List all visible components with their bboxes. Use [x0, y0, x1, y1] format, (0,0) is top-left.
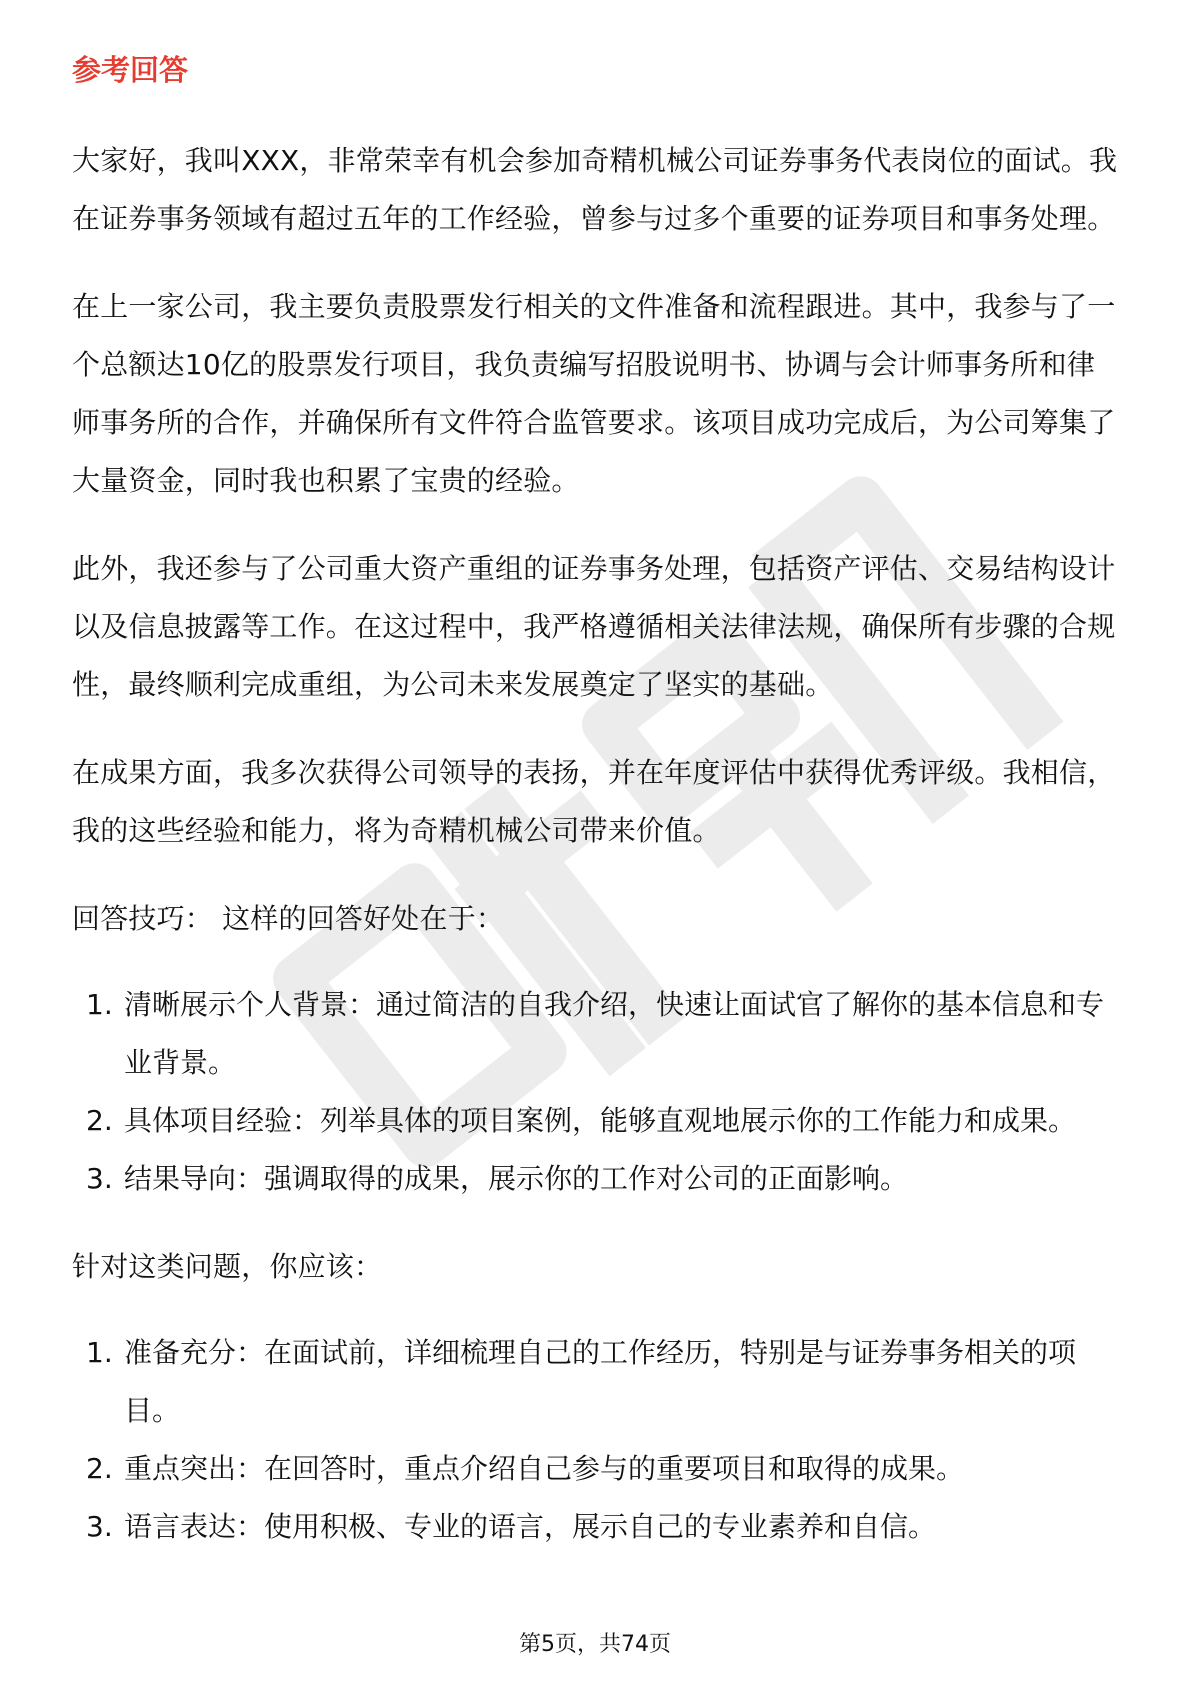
- list-number: 1.: [86, 1336, 113, 1369]
- list-item-text: 重点突出：在回答时，重点介绍自己参与的重要项目和取得的成果。: [124, 1452, 965, 1485]
- list-item-text: 具体项目经验：列举具体的项目案例，能够直观地展示你的工作能力和成果。: [124, 1104, 1077, 1137]
- content-area: [72, 48, 1120, 1586]
- list-number: 3.: [86, 1510, 113, 1543]
- list-item: [72, 976, 1120, 1092]
- list-number: 2.: [86, 1104, 113, 1137]
- list-item-text: 语言表达：使用积极、专业的语言，展示自己的专业素养和自信。: [124, 1510, 937, 1543]
- list-item: [72, 1150, 1120, 1208]
- list-item: [72, 1498, 1120, 1556]
- tips-intro: 回答技巧： 这样的回答好处在于：: [72, 902, 505, 935]
- answer-paragraph-3: 此外，我还参与了公司重大资产重组的证券事务处理，包括资产评估、交易结构设计以及信息披露等工作。在这过程中，我严格遵循相关法律法规，确保所有步骤的合规性，最终顺利完成重组，为公司未来发展奠定了坚实的基础。: [72, 552, 1116, 701]
- list-item: [72, 1092, 1120, 1150]
- advice-intro: 针对这类问题，你应该：: [72, 1250, 383, 1283]
- section-heading: 参考回答: [72, 53, 189, 87]
- advice-list: [72, 1324, 1120, 1556]
- list-item: [72, 1440, 1120, 1498]
- list-number: 1.: [86, 988, 113, 1021]
- answer-paragraph-4: 在成果方面，我多次获得公司领导的表扬，并在年度评估中获得优秀评级。我相信，我的这些经验和能力，将为奇精机械公司带来价值。: [72, 756, 1116, 847]
- list-number: 2.: [86, 1452, 113, 1485]
- list-item-text: 结果导向：强调取得的成果，展示你的工作对公司的正面影响。: [124, 1162, 909, 1195]
- list-item-text: 清晰展示个人背景：通过简洁的自我介绍，快速让面试官了解你的基本信息和专业背景。: [124, 988, 1105, 1079]
- list-number: 3.: [86, 1162, 113, 1195]
- answer-paragraph-2: 在上一家公司，我主要负责股票发行相关的文件准备和流程跟进。其中，我参与了一个总额达10亿的股票发行项目，我负责编写招股说明书、协调与会计师事务所和律师事务所的合作，并确保所有文件符合监管要求。该项目成功完成后，为公司筹集了大量资金，同时我也积累了宝贵的经验。: [72, 290, 1116, 497]
- answer-paragraph-1: 大家好，我叫XXX，非常荣幸有机会参加奇精机械公司证券事务代表岗位的面试。我在证券事务领域有超过五年的工作经验，曾参与过多个重要的证券项目和事务处理。: [72, 144, 1118, 235]
- list-item-text: 准备充分：在面试前，详细梳理自己的工作经历，特别是与证券事务相关的项目。: [124, 1336, 1077, 1427]
- page-number: 第5页，共74页: [519, 1632, 671, 1657]
- list-item: [72, 1324, 1120, 1440]
- tips-list: [72, 976, 1120, 1208]
